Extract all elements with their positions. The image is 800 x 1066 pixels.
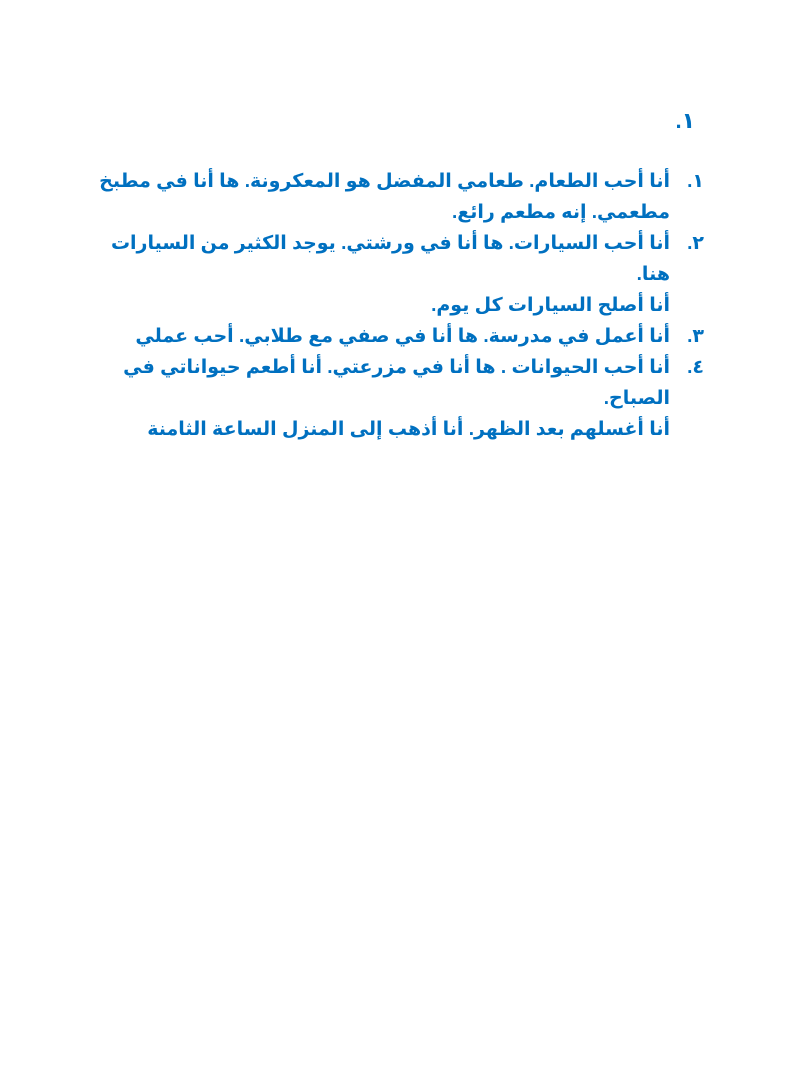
list-item-text — [84, 352, 670, 445]
list-item-line: أنا أعمل في مدرسة. ها أنا في صفي مع طلابي. أحب عملي — [135, 326, 670, 347]
list-item-line: أنا أغسلهم بعد الظهر. أنا أذهب إلى المنزل الساعة الثامنة — [147, 419, 670, 440]
list-item-line: مطعمي. إنه مطعم رائع. — [452, 202, 670, 223]
list-item — [84, 352, 704, 445]
list-item-number: ١. — [687, 171, 704, 192]
list-item-text — [84, 166, 670, 228]
heading-number: ١. — [675, 108, 695, 133]
list-item — [84, 228, 704, 321]
list-item-number: ٤. — [687, 357, 704, 378]
list-item-number: ٢. — [687, 233, 704, 254]
list-item-line: أنا أحب الحيوانات . ها أنا في مزرعتي. أنا أطعم حيواناتي في الصباح. — [123, 357, 670, 409]
list-item-number: ٣. — [687, 326, 704, 347]
list-item-line: أنا أحب السيارات. ها أنا في ورشتي. يوجد الكثير من السيارات هنا. — [110, 233, 670, 285]
list-item-line: أنا أحب الطعام. طعامي المفضل هو المعكرونة. ها أنا في مطبخ — [99, 171, 670, 192]
list-item-text — [84, 321, 670, 352]
story-list — [84, 166, 704, 445]
list-item — [84, 321, 704, 352]
list-item-text — [84, 228, 670, 321]
list-item-line: أنا أصلح السيارات كل يوم. — [431, 295, 670, 316]
list-item — [84, 166, 704, 228]
